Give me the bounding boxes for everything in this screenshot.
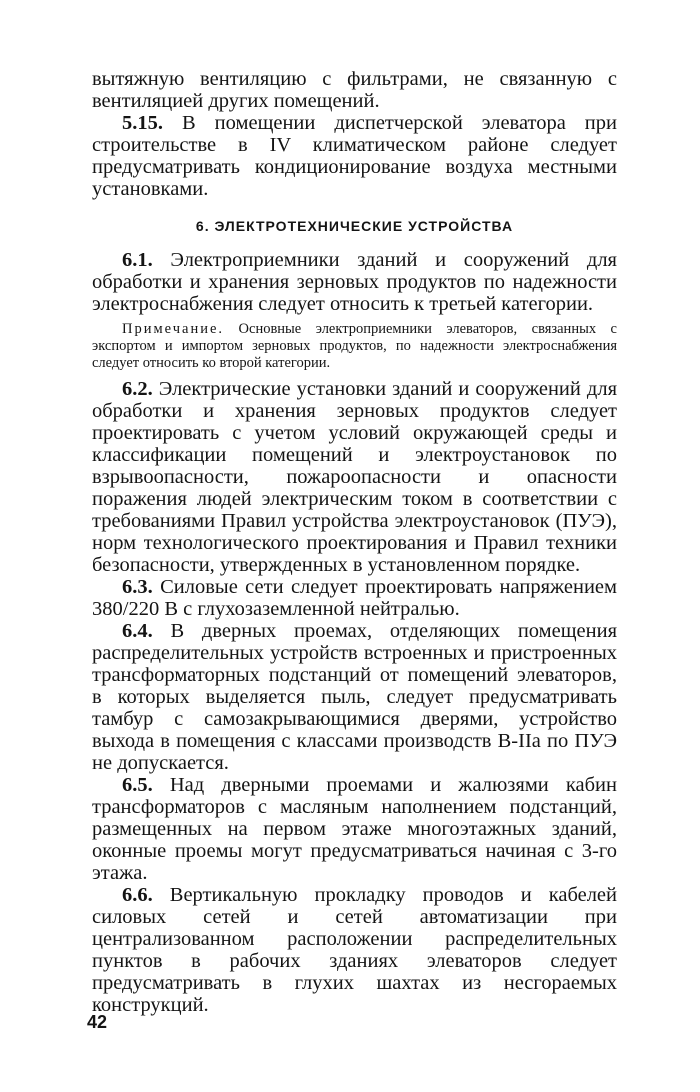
paragraph-6-3 (92, 576, 617, 620)
paragraph-6-1 (92, 249, 617, 315)
note-paragraph (92, 321, 617, 372)
clause-number: 6.3. (122, 576, 153, 598)
clause-text: Электроприемники зданий и сооружений для обработки и хранения зерновых продуктов по надежности электроснабжения следует относить к третьей категории. (92, 249, 617, 315)
paragraph-6-5 (92, 774, 617, 884)
paragraph-6-6 (92, 884, 617, 1016)
clause-number: 6.4. (122, 620, 153, 642)
clause-text: В помещении диспетчерской элеватора при строительстве в IV климатическом районе следует предусматривать кондиционирование воздуха местными установками. (92, 112, 617, 200)
clause-text: В дверных проемах, отделяющих помещения распределительных устройств встроенных и пристроенных трансформаторных подстанций от помещений элеваторов, в которых выделяется пыль, следует предусматривать тамбур с самозакрывающимися дверями, устройство выхода в помещения с классами производств В-IIа по ПУЭ не допускается. (92, 620, 617, 774)
clause-text: Электрические установки зданий и сооружений для обработки и хранения зерновых продуктов следует проектировать с учетом условий окружающей среды и классификации помещений и электроустановок по взрывоопасности, пожароопасности и опасности поражения людей электрическим током в соответствии с требованиями Правил устройства электроустановок (ПУЭ), норм технологического проектирования и Правил техники безопасности, утвержденных в установленном порядке. (92, 378, 617, 576)
clause-number: 6.5. (122, 774, 153, 796)
note-text: Основные электроприемники элеваторов, связанных с экспортом и импортом зерновых продуктов, по надежности электроснабжения следует относить ко второй категории. (92, 321, 617, 371)
paragraph-6-2 (92, 378, 617, 576)
paragraph-5-15 (92, 112, 617, 200)
section-heading: 6. ЭЛЕКТРОТЕХНИЧЕСКИЕ УСТРОЙСТВА (195, 218, 514, 234)
clause-number: 5.15. (122, 112, 163, 134)
clause-number: 6.2. (122, 378, 153, 400)
paragraph-continuation: вытяжную вентиляцию с фильтрами, не связанную с вентиляцией других помещений. (92, 68, 617, 112)
clause-text: Силовые сети следует проектировать напряжением 380/220 В с глухозаземленной нейтралью. (92, 576, 617, 620)
page-number: 42 (87, 1012, 108, 1032)
page-body (92, 68, 617, 1016)
clause-number: 6.1. (122, 249, 153, 271)
clause-text: Вертикальную прокладку проводов и кабелей силовых сетей и сетей автоматизации при централизованном расположении распределительных пунктов в рабочих зданиях элеваторов следует предусматривать в глухих шахтах из несгораемых конструкций. (92, 884, 617, 1016)
clause-number: 6.6. (122, 884, 153, 906)
note-label: Примечание. (122, 321, 225, 337)
paragraph-6-4 (92, 620, 617, 774)
clause-text: Над дверными проемами и жалюзями кабин трансформаторов с масляным наполнением подстанций, размещенных на первом этаже многоэтажных зданий, оконные проемы могут предусматриваться начиная с 3-го этажа. (92, 774, 617, 884)
